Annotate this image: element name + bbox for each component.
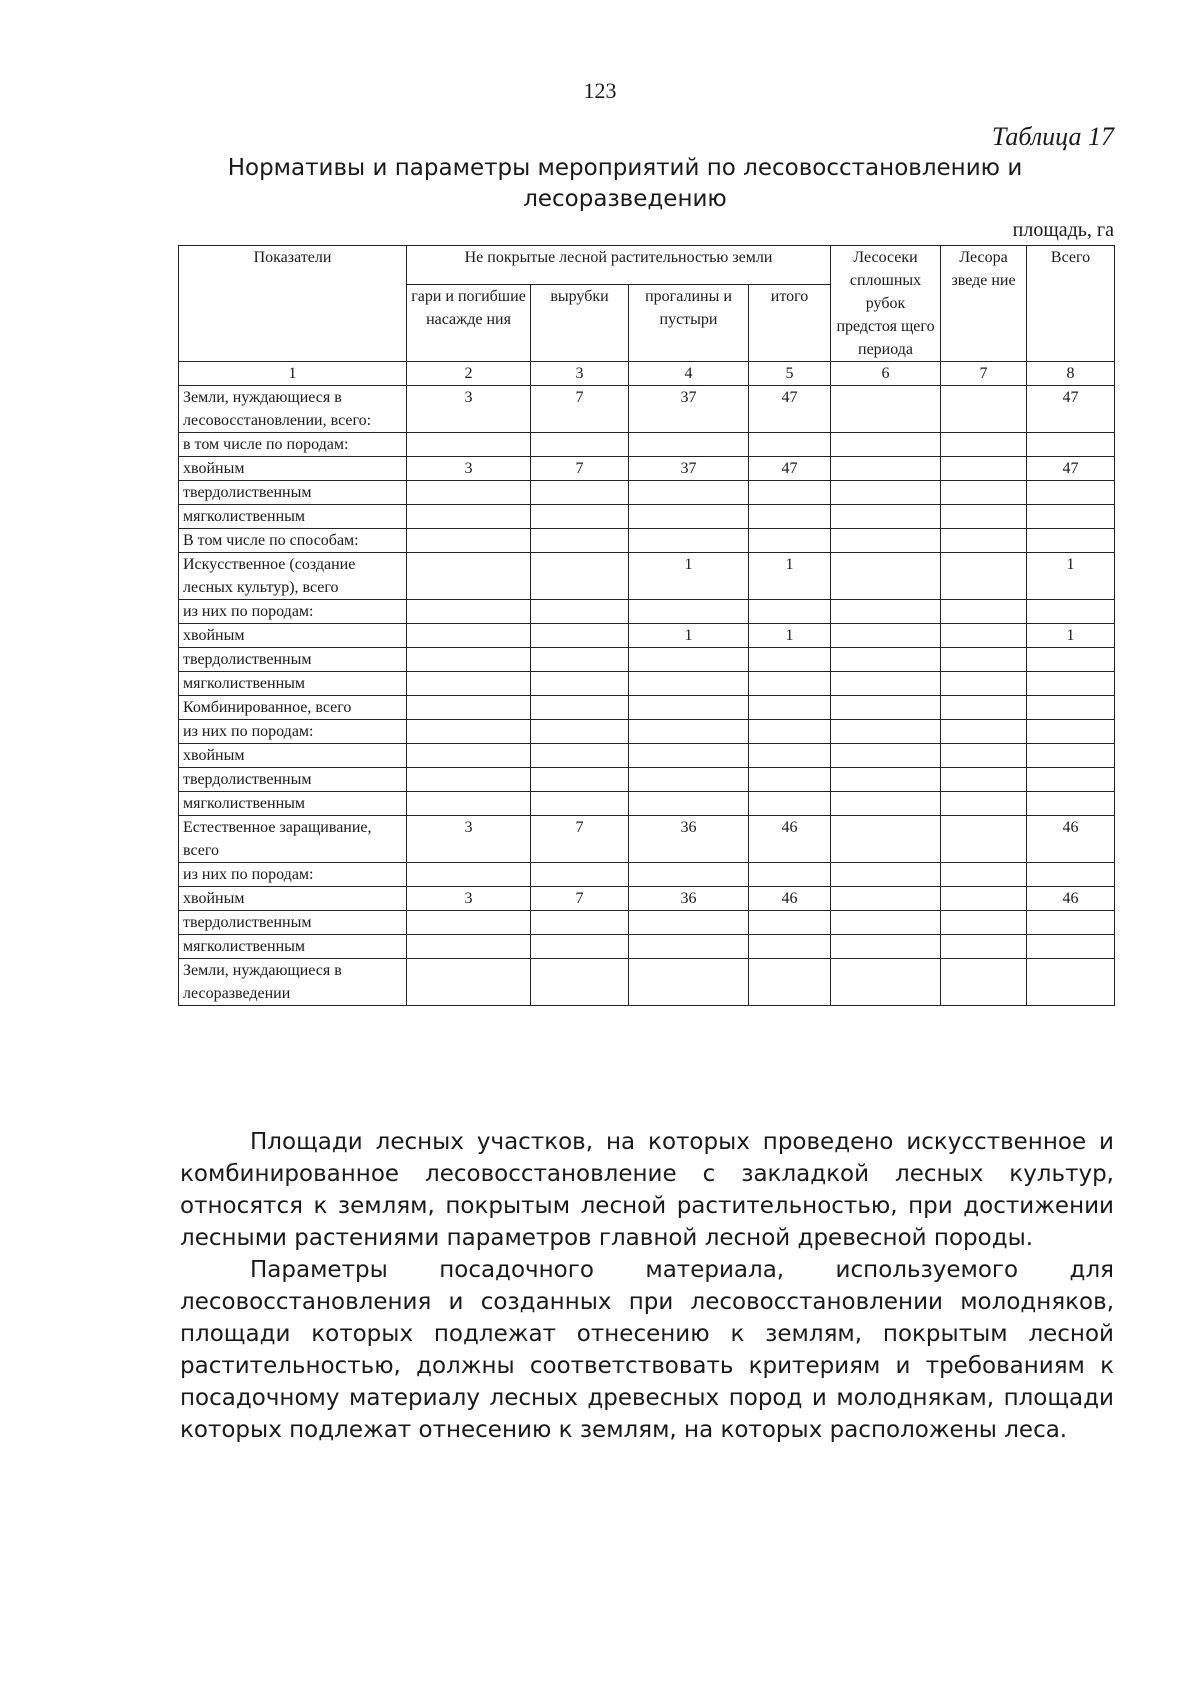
paragraph: Площади лесных участков, на которых проведено искусственное и комбинированное лесовосстановление с закладкой лесных культур, относятся к землям, покрытым лесной растительностью, при достижении лесными растениями параметров главной лесной древесной породы. (180, 1129, 1114, 1251)
table-row (179, 600, 1115, 624)
row-label: твердолиственным (179, 481, 407, 505)
table-row (179, 863, 1115, 887)
table-cell (407, 481, 531, 505)
table-cell (407, 768, 531, 792)
table-cell (407, 553, 531, 600)
table-cell (831, 457, 941, 481)
table-cell (941, 911, 1027, 935)
table-cell (831, 529, 941, 553)
row-label: хвойным (179, 624, 407, 648)
table-row (179, 696, 1115, 720)
table-cell (629, 529, 749, 553)
column-number: 2 (407, 362, 531, 386)
column-number: 5 (749, 362, 831, 386)
table-cell (941, 744, 1027, 768)
table-cell: 1 (749, 553, 831, 600)
table-cell (629, 744, 749, 768)
table-cell (531, 744, 629, 768)
table-cell (531, 505, 629, 529)
table-cell (1027, 792, 1115, 816)
table-cell (831, 911, 941, 935)
table-row (179, 433, 1115, 457)
table-cell (831, 600, 941, 624)
table-cell (941, 887, 1027, 911)
table-cell (629, 433, 749, 457)
table-cell (749, 744, 831, 768)
table-cell (941, 720, 1027, 744)
table-cell (407, 648, 531, 672)
table-cell (831, 744, 941, 768)
table-cell (749, 529, 831, 553)
table-cell (749, 935, 831, 959)
row-label: твердолиственным (179, 911, 407, 935)
table-cell (831, 863, 941, 887)
table-cell (1027, 505, 1115, 529)
table-cell (941, 672, 1027, 696)
table-cell (941, 816, 1027, 863)
table-cell: 7 (531, 816, 629, 863)
table-row (179, 529, 1115, 553)
table-cell (831, 624, 941, 648)
table-cell (407, 672, 531, 696)
table-cell (629, 505, 749, 529)
table-row (179, 672, 1115, 696)
table-cell (531, 553, 629, 600)
table-cell (531, 768, 629, 792)
table-row (179, 481, 1115, 505)
column-number: 1 (179, 362, 407, 386)
table-cell (831, 959, 941, 1006)
table-cell: 47 (1027, 457, 1115, 481)
table-cell (941, 624, 1027, 648)
table-cell (1027, 529, 1115, 553)
table-cell: 37 (629, 457, 749, 481)
table-row (179, 744, 1115, 768)
table-cell (407, 863, 531, 887)
table-cell (629, 863, 749, 887)
table-cell (831, 481, 941, 505)
table-cell: 36 (629, 816, 749, 863)
table-cell (1027, 600, 1115, 624)
table-cell (831, 433, 941, 457)
table-cell (1027, 959, 1115, 1006)
header-burns: гари и погибшие насажде ния (407, 285, 531, 362)
table-cell (941, 959, 1027, 1006)
table-cell (407, 696, 531, 720)
table-cell (941, 792, 1027, 816)
table-cell (531, 720, 629, 744)
table-cell (831, 887, 941, 911)
table-row (179, 911, 1115, 935)
table-row (179, 935, 1115, 959)
row-label: Искусственное (создание лесных культур), всего (179, 553, 407, 600)
table-cell: 3 (407, 386, 531, 433)
table-cell (1027, 481, 1115, 505)
table-cell: 46 (749, 816, 831, 863)
table-cell (629, 768, 749, 792)
table-cell (749, 696, 831, 720)
header-clearcut-areas: Лесосеки сплошных рубок предстоя щего периода (831, 246, 941, 362)
table-cell (531, 911, 629, 935)
row-label: Комбинированное, всего (179, 696, 407, 720)
table-cell (629, 720, 749, 744)
row-label: хвойным (179, 744, 407, 768)
table-row (179, 457, 1115, 481)
table-cell (531, 529, 629, 553)
table-cell: 47 (749, 386, 831, 433)
table-row (179, 816, 1115, 863)
header-subtotal: итого (749, 285, 831, 362)
column-number: 4 (629, 362, 749, 386)
row-label: из них по породам: (179, 863, 407, 887)
table-cell (531, 792, 629, 816)
norms-table (178, 245, 1115, 1006)
table-cell: 1 (629, 553, 749, 600)
table-cell (749, 792, 831, 816)
table-cell (749, 911, 831, 935)
column-numbers-row (179, 362, 1115, 386)
table-cell (941, 935, 1027, 959)
row-label: Земли, нуждающиеся в лесовосстановлении, всего: (179, 386, 407, 433)
row-label: хвойным (179, 457, 407, 481)
table-row (179, 887, 1115, 911)
table-cell (531, 959, 629, 1006)
table-cell (749, 481, 831, 505)
table-cell (1027, 744, 1115, 768)
table-cell (407, 959, 531, 1006)
table-cell (407, 529, 531, 553)
table-cell (749, 672, 831, 696)
table-cell: 7 (531, 386, 629, 433)
table-cell (749, 768, 831, 792)
table-body (179, 386, 1115, 1006)
table-cell (1027, 935, 1115, 959)
row-label: мягколиственным (179, 505, 407, 529)
table-cell (407, 792, 531, 816)
table-cell (941, 481, 1027, 505)
paragraph: Параметры посадочного материала, используемого для лесовосстановления и созданных при лесовосстановлении молодняков, площади которых подлежат отнесению к землям, покрытым лесной растительностью, должны соответствовать критериям и требованиям к посадочному материалу лесных древесных пород и молоднякам, площади которых подлежат отнесению к землям, на которых расположены леса. (180, 1257, 1114, 1443)
table-cell (1027, 672, 1115, 696)
header-indicators: Показатели (179, 246, 407, 362)
row-label: в том числе по породам: (179, 433, 407, 457)
table-cell (831, 768, 941, 792)
table-cell: 37 (629, 386, 749, 433)
table-cell (629, 935, 749, 959)
table-cell (831, 553, 941, 600)
table-cell: 46 (1027, 816, 1115, 863)
table-cell (749, 959, 831, 1006)
table-cell (941, 648, 1027, 672)
table-cell (749, 433, 831, 457)
table-cell: 47 (1027, 386, 1115, 433)
table-cell (749, 648, 831, 672)
table-cell: 3 (407, 887, 531, 911)
table-cell (941, 553, 1027, 600)
table-cell (941, 529, 1027, 553)
table-cell: 1 (1027, 624, 1115, 648)
body-text (180, 1126, 1114, 1446)
row-label: хвойным (179, 887, 407, 911)
table-cell (407, 624, 531, 648)
table-cell (407, 600, 531, 624)
table-cell: 1 (1027, 553, 1115, 600)
table-cell: 1 (749, 624, 831, 648)
table-cell (831, 935, 941, 959)
header-glades: прогалины и пустыри (629, 285, 749, 362)
header-clearcuts: вырубки (531, 285, 629, 362)
row-label: из них по породам: (179, 600, 407, 624)
column-number: 7 (941, 362, 1027, 386)
table-row (179, 720, 1115, 744)
table-cell (407, 744, 531, 768)
table-row (179, 648, 1115, 672)
table-row (179, 792, 1115, 816)
table-cell (531, 648, 629, 672)
table-cell (629, 672, 749, 696)
table-row (179, 624, 1115, 648)
table-cell: 3 (407, 816, 531, 863)
table-cell (531, 433, 629, 457)
table-row (179, 505, 1115, 529)
table-cell (531, 624, 629, 648)
page-number: 123 (583, 78, 617, 103)
table-cell (941, 600, 1027, 624)
row-label: твердолиственным (179, 768, 407, 792)
table-cell (407, 935, 531, 959)
header-afforestation: Лесора зведе ние (941, 246, 1027, 362)
table-cell (1027, 433, 1115, 457)
table-cell (941, 505, 1027, 529)
table-cell (831, 720, 941, 744)
table-cell (531, 935, 629, 959)
row-label: твердолиственным (179, 648, 407, 672)
table-cell (831, 386, 941, 433)
header-not-covered-group: Не покрытые лесной растительностью земли (407, 246, 831, 285)
table-cell (531, 696, 629, 720)
column-number: 6 (831, 362, 941, 386)
table-cell (629, 648, 749, 672)
row-label: Естественное заращивание, всего (179, 816, 407, 863)
table-cell (749, 863, 831, 887)
table-cell (1027, 768, 1115, 792)
table-cell (629, 600, 749, 624)
table-row (179, 386, 1115, 433)
table-cell (749, 505, 831, 529)
table-cell: 7 (531, 457, 629, 481)
table-cell (749, 600, 831, 624)
table-cell (831, 648, 941, 672)
table-cell (831, 792, 941, 816)
table-cell (407, 911, 531, 935)
table-row (179, 959, 1115, 1006)
table-cell (831, 816, 941, 863)
table-cell (831, 672, 941, 696)
header-total: Всего (1027, 246, 1115, 362)
table-cell (941, 386, 1027, 433)
table-cell (1027, 720, 1115, 744)
row-label: В том числе по способам: (179, 529, 407, 553)
table-cell (531, 600, 629, 624)
row-label: мягколиственным (179, 792, 407, 816)
table-cell: 1 (629, 624, 749, 648)
table-cell (629, 696, 749, 720)
table-cell (749, 720, 831, 744)
table-cell (629, 481, 749, 505)
table-cell: 46 (1027, 887, 1115, 911)
table-cell: 46 (749, 887, 831, 911)
column-number: 3 (531, 362, 629, 386)
table-cell: 36 (629, 887, 749, 911)
table-cell (407, 505, 531, 529)
table-cell (941, 457, 1027, 481)
table-cell (941, 863, 1027, 887)
table-row (179, 768, 1115, 792)
row-label: Земли, нуждающиеся в лесоразведении (179, 959, 407, 1006)
table-cell (629, 911, 749, 935)
row-label: мягколиственным (179, 935, 407, 959)
row-label: мягколиственным (179, 672, 407, 696)
table-cell (407, 433, 531, 457)
row-label: из них по породам: (179, 720, 407, 744)
table-row (179, 553, 1115, 600)
table-cell (1027, 648, 1115, 672)
table-label: Таблица 17 (991, 122, 1114, 151)
table-cell: 47 (749, 457, 831, 481)
unit-note: площадь, га (1012, 219, 1114, 241)
table-cell (941, 433, 1027, 457)
table-cell (1027, 911, 1115, 935)
table-cell (531, 481, 629, 505)
table-cell (629, 792, 749, 816)
table-cell: 7 (531, 887, 629, 911)
table-cell (1027, 696, 1115, 720)
table-cell: 3 (407, 457, 531, 481)
table-cell (531, 863, 629, 887)
table-cell (629, 959, 749, 1006)
table-title: Нормативы и параметры мероприятий по лесовосстановлению и лесоразведению (227, 155, 1023, 212)
table-cell (941, 696, 1027, 720)
table-cell (831, 505, 941, 529)
table-cell (1027, 863, 1115, 887)
column-number: 8 (1027, 362, 1115, 386)
table-cell (831, 696, 941, 720)
table-cell (941, 768, 1027, 792)
table-cell (531, 672, 629, 696)
table-cell (407, 720, 531, 744)
